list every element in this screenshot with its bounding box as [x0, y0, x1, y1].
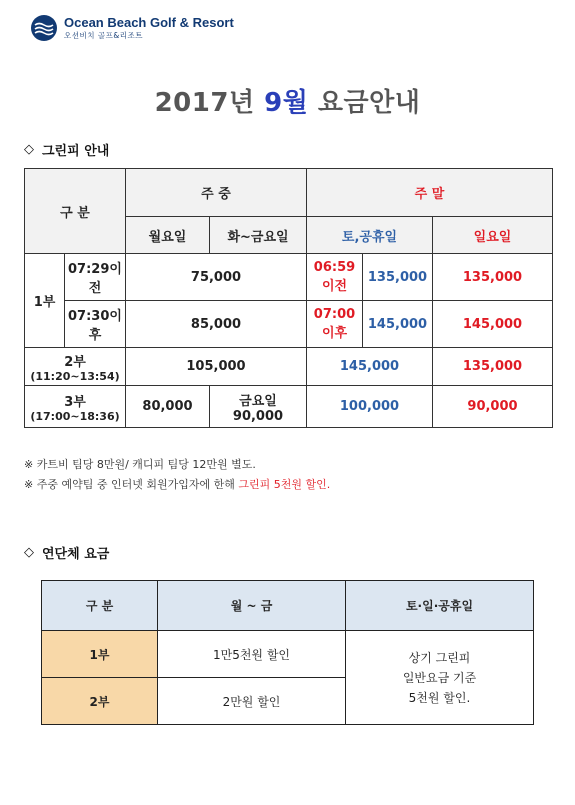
part2-label: 2부 [64, 354, 86, 370]
part1-after-sat-fee: 145,000 [363, 301, 433, 348]
title-year: 2017년 [154, 88, 255, 118]
part3-time: (17:00~18:36) [30, 409, 120, 423]
header-weekend: 주 말 [307, 169, 553, 217]
part3-label-cell [25, 386, 126, 428]
header-sat-holiday: 토,공휴일 [307, 217, 433, 254]
part3-fri-label: 금요일 [239, 393, 277, 409]
group-part1-label: 1부 [42, 631, 158, 678]
part1-before-sat-time: 06:59 이전 [307, 254, 363, 301]
group-fee-table [41, 580, 534, 725]
group-weekend-line-1: 상기 그린피 [408, 650, 471, 665]
part3-fri-cell [210, 386, 307, 428]
group-section-heading [24, 543, 109, 562]
note-line-2 [24, 475, 330, 495]
header-tue-fri: 화~금요일 [210, 217, 307, 254]
greenfee-section-heading [24, 140, 109, 159]
title-month: 9월 [264, 88, 309, 118]
group-weekend-line-3: 5천원 할인. [408, 690, 471, 705]
group-header-weekday: 월 ~ 금 [158, 581, 346, 631]
group-weekend-discount-cell [346, 631, 534, 725]
page-title [0, 82, 575, 119]
part1-after-weekday-fee: 85,000 [126, 301, 307, 348]
header-category: 구 분 [25, 169, 126, 254]
group-section-title: 연단체 요금 [42, 547, 110, 562]
greenfee-notes [24, 455, 330, 495]
part3-mon-thu-fee: 80,000 [126, 386, 210, 428]
part1-before-sun-fee: 135,000 [433, 254, 553, 301]
group-weekend-line-2: 일반요금 기준 [402, 670, 477, 685]
diamond-bullet-icon: ◇ [24, 545, 34, 560]
group-part1-discount: 1만5천원 할인 [158, 631, 346, 678]
part2-sat-fee: 145,000 [307, 348, 433, 386]
greenfee-section-title: 그린피 안내 [42, 144, 110, 159]
part3-label: 3부 [64, 394, 86, 410]
part1-after-time: 07:30이후 [65, 301, 126, 348]
part1-label: 1부 [25, 254, 65, 348]
part1-before-sat-fee: 135,000 [363, 254, 433, 301]
group-part2-label: 2부 [42, 678, 158, 725]
group-header-category: 구 분 [42, 581, 158, 631]
group-header-weekend: 토·일·공휴일 [346, 581, 534, 631]
part2-label-cell [25, 348, 126, 386]
greenfee-table [24, 168, 553, 428]
note-line-1: ※ 카트비 팀당 8만원/ 캐디피 팀당 12만원 별도. [24, 458, 256, 471]
header-mon: 월요일 [126, 217, 210, 254]
part3-sat-fee: 100,000 [307, 386, 433, 428]
part3-sun-fee: 90,000 [433, 386, 553, 428]
diamond-bullet-icon: ◇ [24, 142, 34, 157]
note-line-2-text: ※ 주중 예약팀 중 인터넷 회원가입자에 한해 [24, 478, 239, 491]
part2-weekday-fee: 105,000 [126, 348, 307, 386]
part1-before-time: 07:29이전 [65, 254, 126, 301]
group-part2-discount: 2만원 할인 [158, 678, 346, 725]
part1-before-weekday-fee: 75,000 [126, 254, 307, 301]
part2-time: (11:20~13:54) [30, 369, 120, 383]
note-line-2-highlight: 그린피 5천원 할인. [238, 478, 331, 491]
resort-logo [30, 14, 234, 42]
part1-after-sat-time: 07:00 이후 [307, 301, 363, 348]
part2-sun-fee: 135,000 [433, 348, 553, 386]
logo-name-ko: 오션비치 골프&리조트 [64, 30, 143, 40]
part3-fri-fee: 90,000 [232, 408, 284, 424]
title-rest: 요금안내 [317, 88, 421, 118]
ocean-wave-logo-icon [30, 14, 58, 42]
header-sun: 일요일 [433, 217, 553, 254]
part1-after-sun-fee: 145,000 [433, 301, 553, 348]
logo-name-en: Ocean Beach Golf & Resort [64, 14, 234, 30]
header-weekday: 주 중 [126, 169, 307, 217]
